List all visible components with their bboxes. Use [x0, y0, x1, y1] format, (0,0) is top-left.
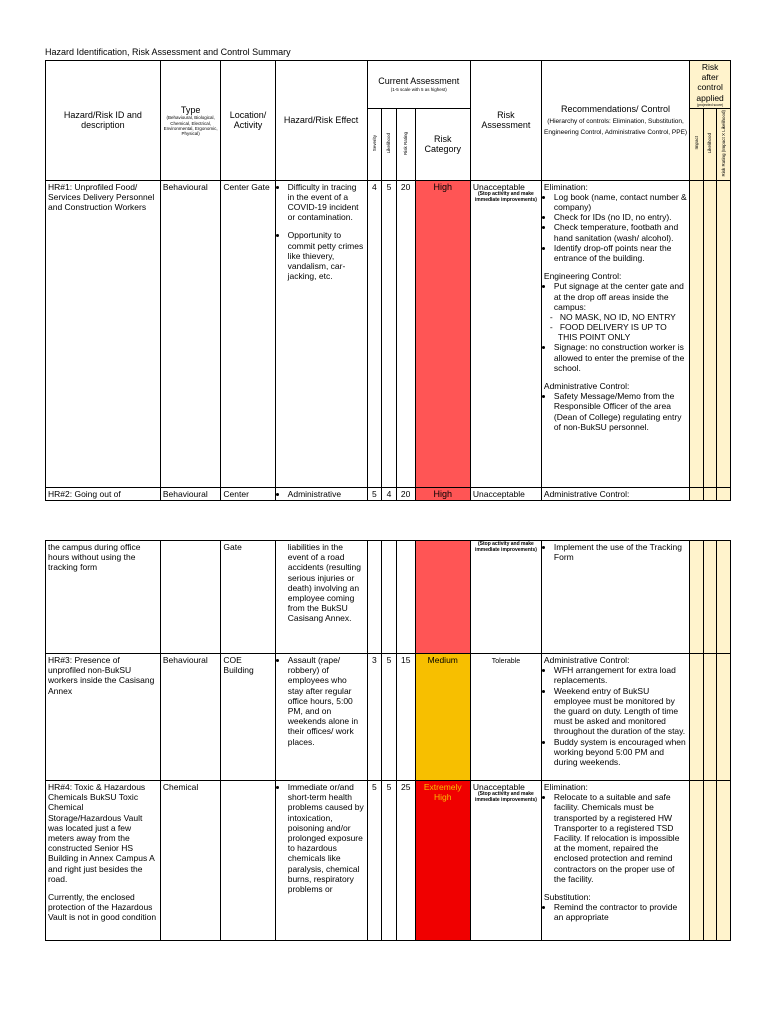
effect-cell: [275, 180, 367, 487]
effect-cell: [275, 487, 367, 501]
risk-category-cell: High: [415, 487, 470, 501]
header-risk-category: Risk Category: [415, 108, 470, 180]
hazard-table-part-2: [45, 540, 731, 941]
header-after-impact: Impact: [690, 108, 704, 180]
rec-item: • Check for IDs (no ID, no entry).: [554, 212, 687, 222]
recommendations-cell: Elimination: • Relocate to a suitable and safe facility. Chemicals must be transported by a registered HW Transporter to a registered TSD Facility. If relocation is impossible at the moment, repaired the enclosed protection and remind contractors on the proper use of the facility. Substitution: • Remind the contractor to provide an appropriate: [541, 781, 689, 941]
rec-subitem: - NO MASK, NO ID, NO ENTRY: [549, 311, 676, 322]
effect-item: • Immediate or/and short-term health problems caused by intoxication, poisoning and/or prolonged exposure to hazardous chemicals like paralysis, chemical burns, respiratory problems or: [288, 782, 365, 894]
hazard-id-cell: HR#2: Going out of: [46, 487, 161, 501]
hazard-id-cell: HR#4: Toxic & Hazardous Chemicals BukSU Toxic Chemical Storage/Hazardous Vault was located just a few meters away from the constructed Senior HS Building in Annex Campus A and right just besides the road. Currently, the enclosed protection of the Hazardous Vault is not in good condition: [46, 781, 161, 941]
rec-item: • Put signage at the center gate and at the drop off areas inside the campus:: [554, 281, 687, 312]
rec-item: • Log book (name, contact number & company): [554, 192, 687, 212]
after-rating-cell: [717, 781, 731, 941]
after-likelihood-cell: [703, 180, 717, 487]
page-title: Hazard Identification, Risk Assessment and Control Summary: [45, 47, 291, 57]
type-cell: Behavioural: [160, 180, 221, 487]
header-after-rating: Risk Rating (Impact X Likelihood): [717, 108, 731, 180]
risk-category-cell: Medium: [415, 654, 470, 781]
risk-rating-cell: [396, 541, 415, 654]
risk-category-cell: [415, 541, 470, 654]
rec-item: • Safety Message/Memo from the Responsible Officer of the area (Dean of College) regulating entry of non-BukSU personnel.: [554, 391, 687, 432]
after-rating-cell: [717, 180, 731, 487]
table-row: [46, 781, 731, 941]
header-type: Type (Behavioural, Biological, Chemical, Electrical, Environmental, Ergonomic, Physical): [160, 61, 221, 181]
risk-category-cell: High: [415, 180, 470, 487]
location-cell: Gate: [221, 541, 275, 654]
header-risk-assessment: Risk Assessment: [470, 61, 541, 181]
severity-cell: 4: [367, 180, 382, 487]
after-rating-cell: [717, 487, 731, 501]
header-recommendations: Recommendations/ Control (Hierarchy of controls: Elimination, Substitution, Engineering Control, Administrative Control, PPE): [541, 61, 689, 181]
type-cell: Chemical: [160, 781, 221, 941]
rec-item: • Check temperature, footbath and hand sanitation (wash/ alcohol).: [554, 222, 687, 242]
severity-cell: 3: [367, 654, 382, 781]
effect-item: • Administrative: [288, 489, 365, 499]
header-severity: Severity: [367, 108, 382, 180]
header-likelihood: Likelihood: [382, 108, 397, 180]
after-rating-cell: [717, 654, 731, 781]
after-impact-cell: [690, 781, 704, 941]
after-impact-cell: [690, 541, 704, 654]
header-current-assessment: Current Assessment (1-5 scale with 5 as highest): [367, 61, 470, 109]
risk-assessment-cell: (Stop activity and make immediate improvements): [470, 541, 541, 654]
hazard-id-cell: HR#1: Unprofiled Food/ Services Delivery Personnel and Construction Workers: [46, 180, 161, 487]
after-likelihood-cell: [703, 487, 717, 501]
location-cell: Center: [221, 487, 275, 501]
likelihood-cell: 4: [382, 487, 397, 501]
severity-cell: [367, 541, 382, 654]
recommendations-cell: Elimination: • Log book (name, contact number & company) • Check for IDs (no ID, no entry). • Check temperature, footbath and hand sanitation (wash/ alcohol). • Identify drop-off points near the entrance of the building. Engineering Control: • Put signage at the center gate and at the drop off areas inside the campus: - NO MASK, NO ID, NO ENTRY - FOOD DELIVERY IS UP TO THIS POINT ONLY • Signage: no construction worker is allowed to enter the premise of the school. Administrative Control: • Safety Message/Memo from the Responsible Officer of the area (Dean of College) regulating entry of non-BukSU personnel.: [541, 180, 689, 487]
rec-item: • Buddy system is encouraged when working beyond 5:00 PM and during weekends.: [554, 737, 687, 768]
rec-item: • Identify drop-off points near the entrance of the building.: [554, 243, 687, 263]
likelihood-cell: 5: [382, 180, 397, 487]
rec-item: • Weekend entry of BukSU employee must be monitored by the guard on duty. Length of time must be asked and monitored throughout the duration of the stay.: [554, 686, 687, 737]
risk-assessment-cell: Unacceptable (Stop activity and make immediate improvements): [470, 781, 541, 941]
header-after-likelihood: Likelihood: [703, 108, 717, 180]
after-likelihood-cell: [703, 781, 717, 941]
effect-cell: [275, 654, 367, 781]
location-cell: COE Building: [221, 654, 275, 781]
after-likelihood-cell: [703, 541, 717, 654]
hazard-id-cell: HR#3: Presence of unprofiled non-BukSU workers inside the Casisang Annex: [46, 654, 161, 781]
effect-item: • Opportunity to commit petty crimes like thievery, vandalism, car-jacking, etc.: [288, 230, 365, 281]
table-row: [46, 541, 731, 654]
header-effect: Hazard/Risk Effect: [275, 61, 367, 181]
risk-assessment-cell: Unacceptable: [470, 487, 541, 501]
likelihood-cell: 5: [382, 781, 397, 941]
hazard-id-cell: the campus during office hours without using the tracking form: [46, 541, 161, 654]
type-cell: Behavioural: [160, 654, 221, 781]
after-impact-cell: [690, 654, 704, 781]
likelihood-cell: [382, 541, 397, 654]
hazard-table-part-1: [45, 60, 731, 501]
rec-item: • Signage: no construction worker is allowed to enter the premise of the school.: [554, 342, 687, 373]
effect-cell: [275, 781, 367, 941]
risk-assessment-cell: Tolerable: [470, 654, 541, 781]
effect-item: • Difficulty in tracing in the event of a COVID-19 incident or contamination.: [288, 182, 365, 223]
recommendations-cell: Administrative Control: • WFH arrangement for extra load replacements. • Weekend entry of BukSU employee must be monitored by the guard on duty. Length of time must be asked and monitored throughout the duration of the stay. • Buddy system is encouraged when working beyond 5:00 PM and during weekends.: [541, 654, 689, 781]
severity-cell: 5: [367, 781, 382, 941]
recommendations-cell: [541, 541, 689, 654]
rec-item: • Remind the contractor to provide an appropriate: [554, 902, 687, 922]
header-risk-rating: Risk Rating: [396, 108, 415, 180]
after-impact-cell: [690, 180, 704, 487]
risk-rating-cell: 20: [396, 180, 415, 487]
risk-rating-cell: 25: [396, 781, 415, 941]
header-location: Location/ Activity: [221, 61, 275, 181]
effect-item: • Assault (rape/ robbery) of employees who stay after regular office hours, 5:00 PM, and on weekends alone in their offices/ work places.: [288, 655, 365, 747]
table-row: [46, 180, 731, 487]
location-cell: Center Gate: [221, 180, 275, 487]
effect-cell: liabilities in the event of a road accidents (resulting serious injuries or death) involving an employee coming from the BukSU Casisang Annex.: [275, 541, 367, 654]
type-cell: Behavioural: [160, 487, 221, 501]
severity-cell: 5: [367, 487, 382, 501]
header-hazard-id: Hazard/Risk ID and description: [46, 61, 161, 181]
table-row: [46, 487, 731, 501]
after-likelihood-cell: [703, 654, 717, 781]
after-rating-cell: [717, 541, 731, 654]
header-risk-after-control: Risk after control applied (projected score): [690, 61, 731, 109]
recommendations-cell: Administrative Control:: [541, 487, 689, 501]
type-cell: [160, 541, 221, 654]
rec-item: • Relocate to a suitable and safe facility. Chemicals must be transported by a registered HW Transporter to a registered TSD Facility. If relocation is impossible at the moment, repaired the enclosed protection and remind contractors on the proper use of the facility.: [554, 792, 687, 884]
rec-item: • WFH arrangement for extra load replacements.: [554, 665, 687, 685]
table-row: [46, 654, 731, 781]
rec-item: • Implement the use of the Tracking Form: [554, 542, 687, 562]
after-impact-cell: [690, 487, 704, 501]
rec-subitem: - FOOD DELIVERY IS UP TO THIS POINT ONLY: [549, 322, 667, 343]
risk-rating-cell: 20: [396, 487, 415, 501]
location-cell: [221, 781, 275, 941]
risk-rating-cell: 15: [396, 654, 415, 781]
risk-category-cell: Extremely High: [415, 781, 470, 941]
risk-assessment-cell: Unacceptable (Stop activity and make immediate improvements): [470, 180, 541, 487]
likelihood-cell: 5: [382, 654, 397, 781]
